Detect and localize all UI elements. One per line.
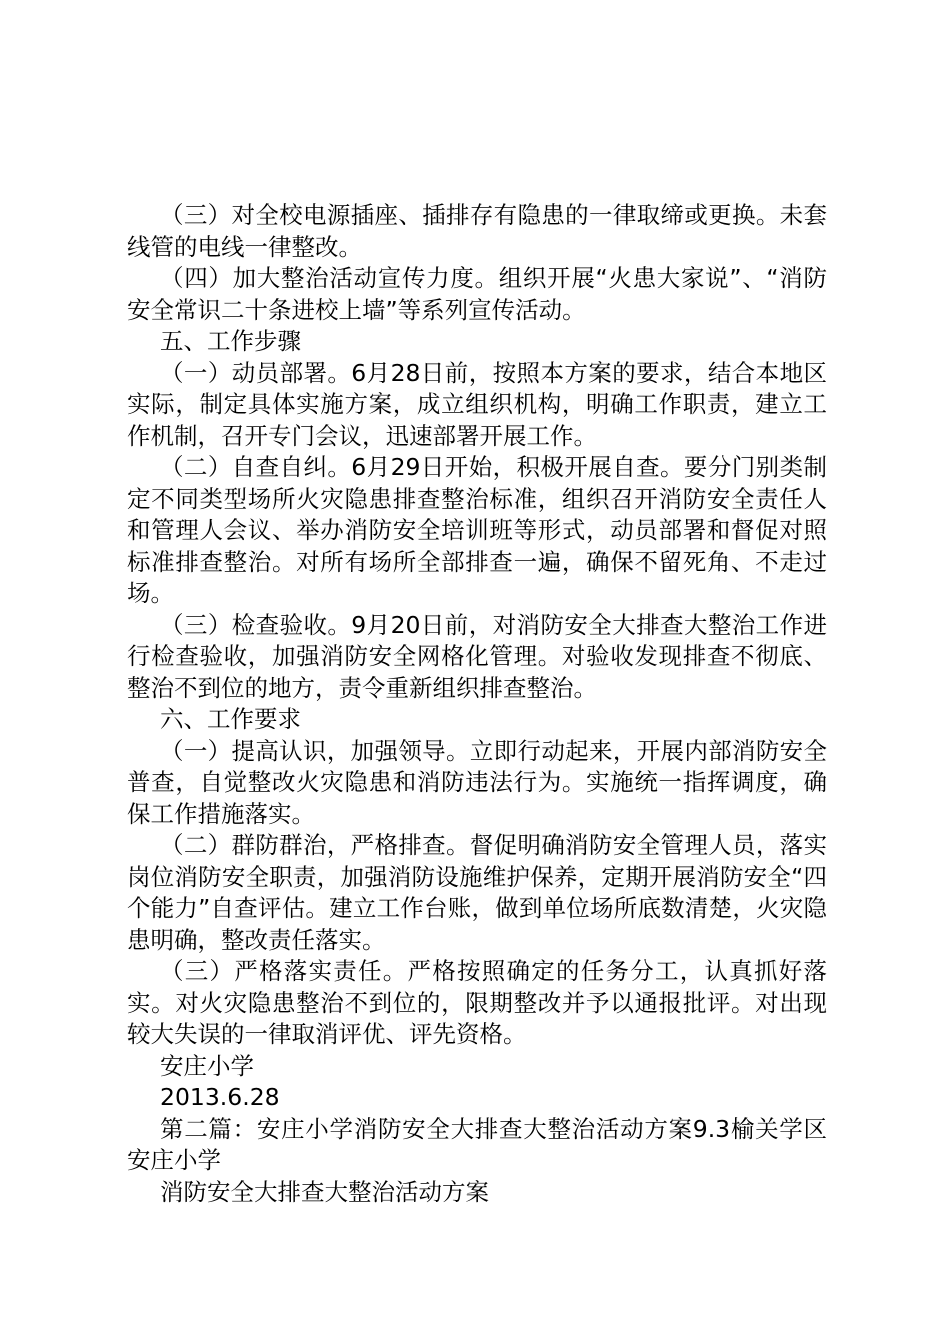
paragraph-publicity: （四）加大整治活动宣传力度。组织开展“火患大家说”、“消防安全常识二十条进校上墙”等系列宣传活动。 xyxy=(127,264,827,324)
signature-school-name: 安庄小学 xyxy=(160,1051,254,1080)
document-body xyxy=(127,200,827,1208)
second-article-title: 第二篇：安庄小学消防安全大排查大整治活动方案9.3榆关学区安庄小学 xyxy=(127,1114,827,1174)
second-article-subtitle: 消防安全大排查大整治活动方案 xyxy=(160,1177,489,1206)
paragraph-mobilization: （一）动员部署。6月28日前，按照本方案的要求，结合本地区实际，制定具体实施方案，成立组织机构，明确工作职责，建立工作机制，召开专门会议，迅速部署开展工作。 xyxy=(127,358,827,450)
paragraph-self-inspection: （二）自查自纠。6月29日开始，积极开展自查。要分门别类制定不同类型场所火灾隐患排查整治标准，组织召开消防安全责任人和管理人会议、举办消防安全培训班等形式，动员部署和督促对照标准排查整治。对所有场所全部排查一遍，确保不留死角、不走过场。 xyxy=(127,453,827,607)
paragraph-group-prevention: （二）群防群治，严格排查。督促明确消防安全管理人员，落实岗位消防安全职责，加强消防设施维护保养，定期开展消防安全“四个能力”自查评估。建立工作台账，做到单位场所底数清楚，火灾隐患明确，整改责任落实。 xyxy=(127,831,827,954)
paragraph-responsibility: （三）严格落实责任。严格按照确定的任务分工，认真抓好落实。对火灾隐患整治不到位的，限期整改并予以通报批评。对出现较大失误的一律取消评优、评先资格。 xyxy=(127,957,827,1048)
signature-date: 2013.6.28 xyxy=(160,1083,280,1111)
paragraph-raise-awareness: （一）提高认识，加强领导。立即行动起来，开展内部消防安全普查，自觉整改火灾隐患和消防违法行为。实施统一指挥调度，确保工作措施落实。 xyxy=(127,736,827,828)
section-heading-work-steps: 五、工作步骤 xyxy=(160,327,301,355)
paragraph-acceptance-check: （三）检查验收。9月20日前，对消防安全大排查大整治工作进行检查验收，加强消防安全网格化管理。对验收发现排查不彻底、整治不到位的地方，责令重新组织排查整治。 xyxy=(127,610,827,702)
section-heading-work-requirements: 六、工作要求 xyxy=(160,705,301,733)
paragraph-power-sockets: （三）对全校电源插座、插排存有隐患的一律取缔或更换。未套线管的电线一律整改。 xyxy=(127,201,827,261)
